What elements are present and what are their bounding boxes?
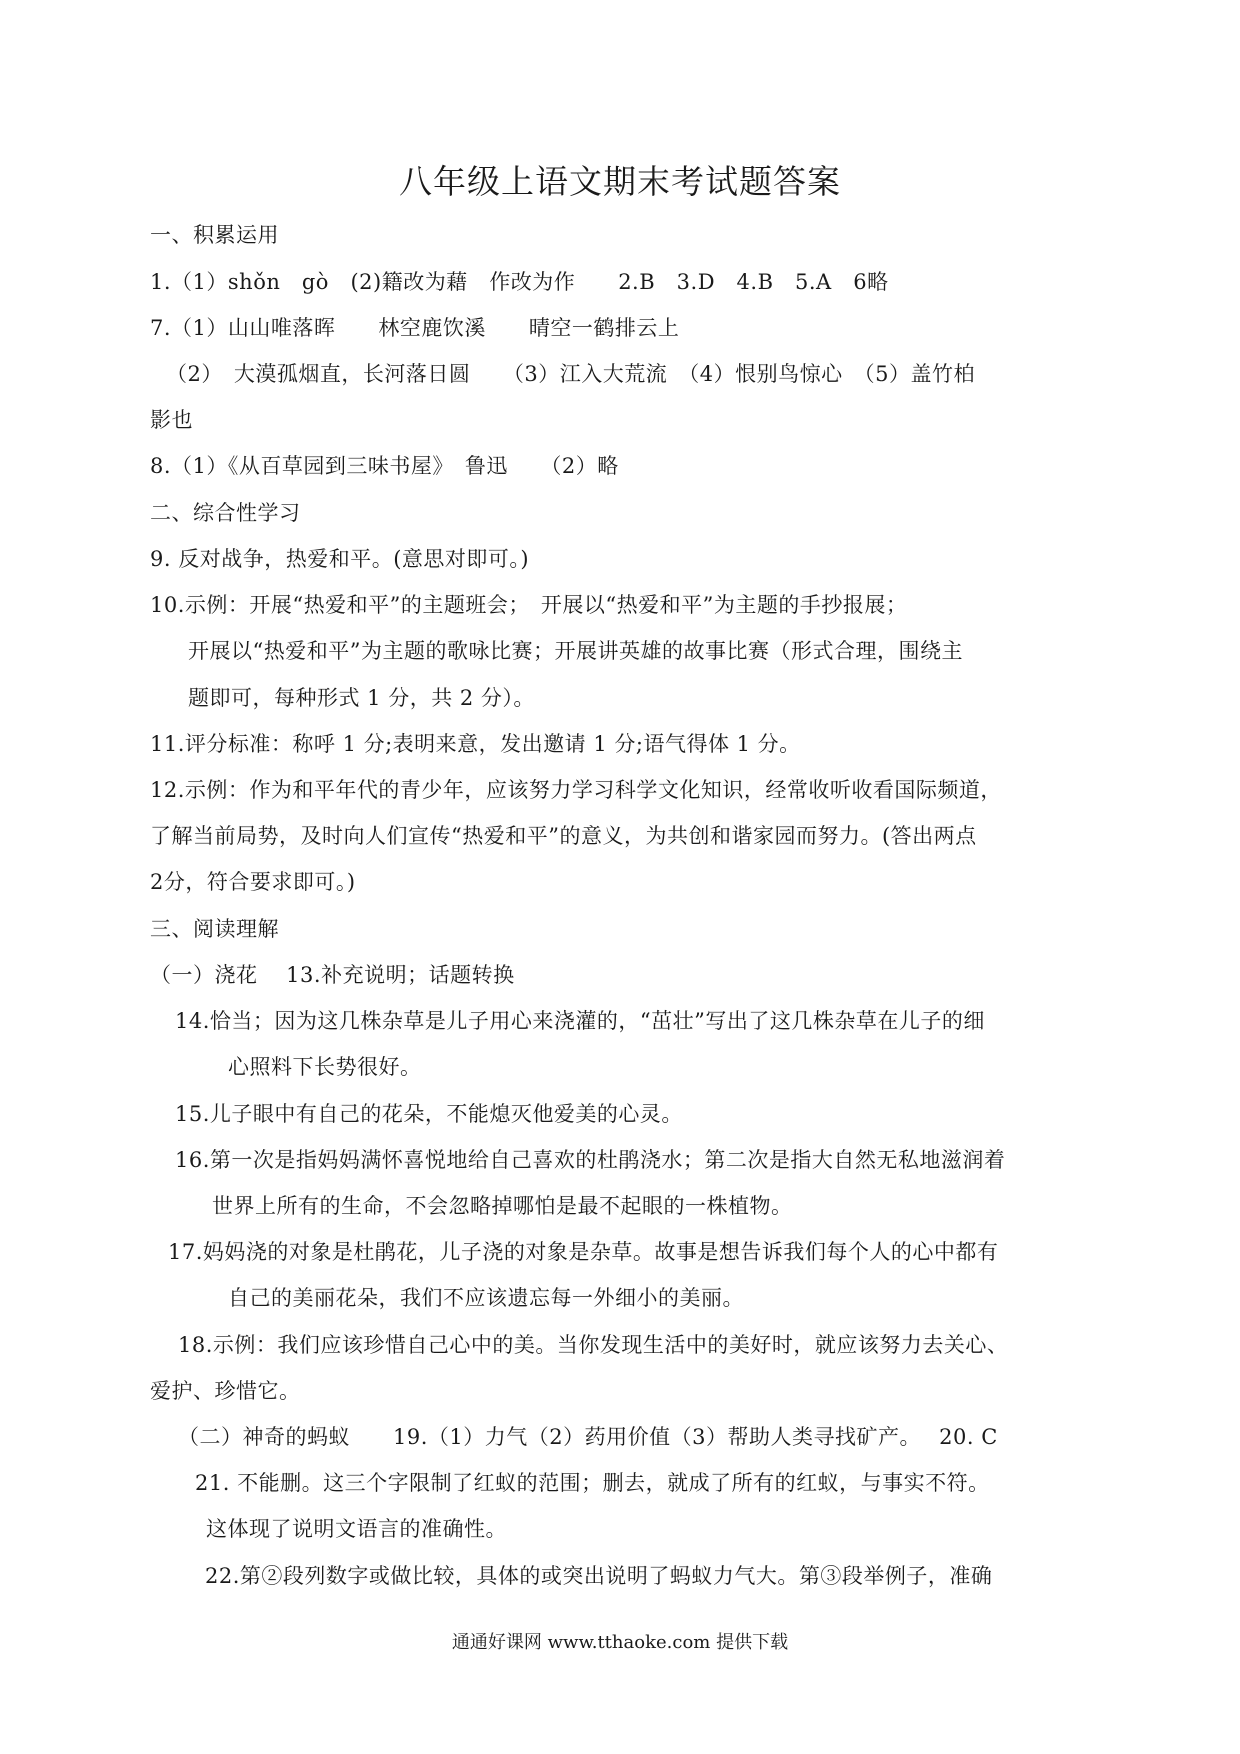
answer-line: 10.示例：开展“热爱和平”的主题班会； 开展以“热爱和平”为主题的手抄报展； xyxy=(150,593,908,617)
answer-line: 7.（1）山山唯落晖 林空鹿饮溪 晴空一鹤排云上 xyxy=(150,316,680,340)
answer-line: 爱护、珍惜它。 xyxy=(150,1379,301,1403)
answer-line: 15.儿子眼中有自己的花朵，不能熄灭他爱美的心灵。 xyxy=(175,1102,683,1126)
answer-line: 自己的美丽花朵，我们不应该遗忘每一外细小的美丽。 xyxy=(228,1286,744,1310)
answer-line: 16.第一次是指妈妈满怀喜悦地给自己喜欢的杜鹃浇水；第二次是指大自然无私地滋润着 xyxy=(175,1148,1006,1172)
answer-line: （2） 大漠孤烟直，长河落日圆 （3）江入大荒流 （4）恨别鸟惊心 （5）盖竹柏 xyxy=(166,362,975,386)
answer-line: 题即可，每种形式 1 分，共 2 分）。 xyxy=(188,686,535,710)
answer-line: 14.恰当；因为这几株杂草是儿子用心来浇灌的，“茁壮”写出了这几株杂草在儿子的细 xyxy=(175,1009,985,1033)
answer-line: 心照料下长势很好。 xyxy=(228,1055,422,1079)
answer-line: 开展以“热爱和平”为主题的歌咏比赛；开展讲英雄的故事比赛（形式合理，围绕主 xyxy=(188,639,963,663)
answer-line: 21. 不能删。这三个字限制了红蚁的范围；删去，就成了所有的红蚁，与事实不符。 xyxy=(195,1471,990,1495)
answer-line: （一）浇花 13.补充说明；话题转换 xyxy=(150,963,515,987)
answer-line: 8.（1）《从百草园到三味书屋》 鲁迅 （2）略 xyxy=(150,454,619,478)
answer-line: 17.妈妈浇的对象是杜鹃花，儿子浇的对象是杂草。故事是想告诉我们每个人的心中都有 xyxy=(168,1240,999,1264)
answer-line: 了解当前局势，及时向人们宣传“热爱和平”的意义，为共创和谐家园而努力。(答出两点 xyxy=(150,824,977,848)
answer-line: 2分，符合要求即可。) xyxy=(150,870,356,894)
answer-line: 这体现了说明文语言的准确性。 xyxy=(206,1517,507,1541)
answer-line: 9. 反对战争，热爱和平。(意思对即可。) xyxy=(150,547,530,571)
answer-line: 影也 xyxy=(150,408,193,432)
answer-line: 12.示例：作为和平年代的青少年，应该努力学习科学文化知识，经常收听收看国际频道， xyxy=(150,778,1002,802)
answer-line: （二）神奇的蚂蚁 19.（1）力气（2）药用价值（3）帮助人类寻找矿产。 20. C xyxy=(178,1425,998,1449)
section-heading: 一、积累运用 xyxy=(150,223,279,247)
section-heading: 二、综合性学习 xyxy=(150,501,301,525)
page-title: 八年级上语文期末考试题答案 xyxy=(399,162,841,201)
page-footer: 通通好课网 www.tthaoke.com 提供下载 xyxy=(451,1632,789,1653)
answer-line: 11.评分标准：称呼 1 分;表明来意，发出邀请 1 分;语气得体 1 分。 xyxy=(150,732,801,756)
answer-line: 18.示例：我们应该珍惜自己心中的美。当你发现生活中的美好时，就应该努力去关心、 xyxy=(178,1333,1009,1357)
answer-line: 1.（1）shǒn gò (2)籍改为藉 作改为作 2.B 3.D 4.B 5.A 6略 xyxy=(150,270,889,294)
section-heading: 三、阅读理解 xyxy=(150,917,279,941)
answer-line: 世界上所有的生命，不会忽略掉哪怕是最不起眼的一株植物。 xyxy=(212,1194,793,1218)
answer-line: 22.第②段列数字或做比较，具体的或突出说明了蚂蚁力气大。第③段举例子，准确 xyxy=(205,1564,993,1588)
